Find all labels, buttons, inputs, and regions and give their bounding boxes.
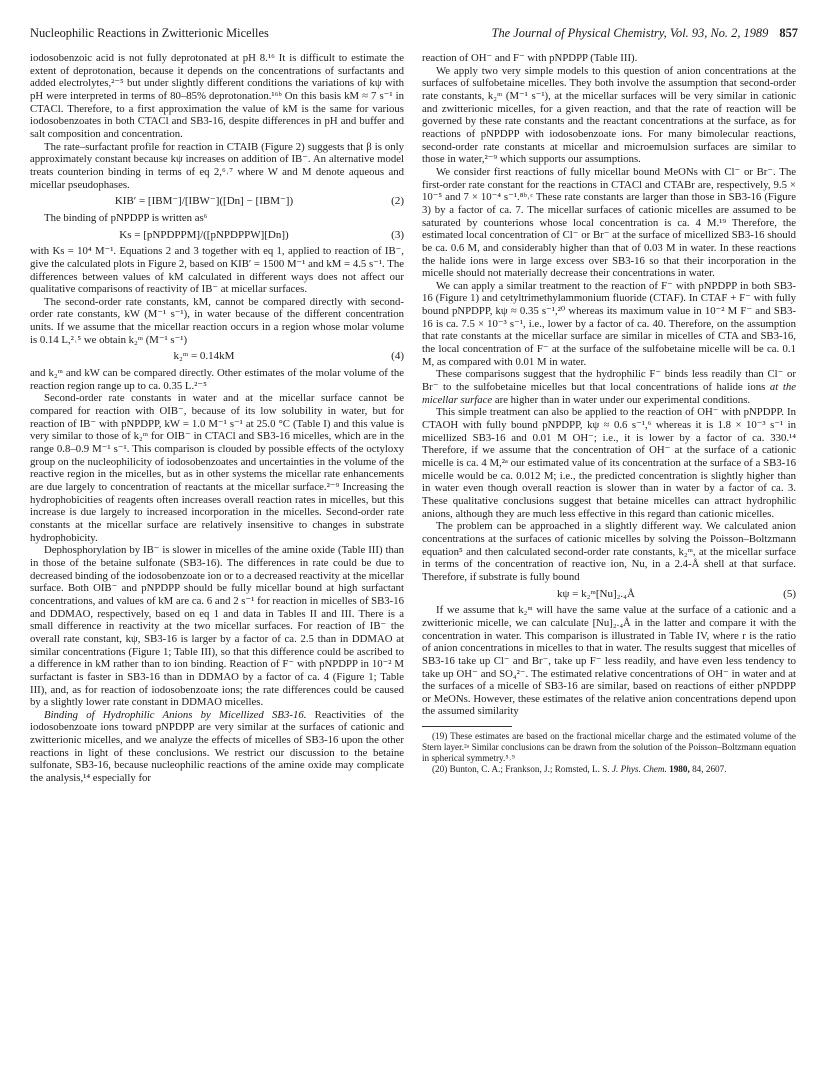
paragraph-text: These comparisons suggest that the hydrophilic F⁻ binds less readily than Cl⁻ or Br⁻ to the sulfobetaine micelles but that local concentrations of halide ions — [422, 368, 796, 394]
equation-number: (5) — [783, 587, 796, 600]
paragraph: The second-order rate constants, kM, cannot be compared directly with second-order rate constants, kW (M⁻¹ s⁻¹), in water because of the different concentration units. If we assume that the micellar reaction occurs in a region whose molar volume is 0.14 L,²˒⁵ we obtain k₂ᵐ (M⁻¹ s⁻¹) — [30, 295, 404, 346]
footnote-divider — [422, 726, 512, 727]
equation-number: (3) — [391, 228, 404, 241]
footnote-20 — [422, 764, 796, 775]
paragraph — [422, 368, 796, 406]
paragraph — [30, 709, 404, 785]
running-title: Nucleophilic Reactions in Zwitterionic Micelles — [30, 26, 269, 40]
equation-body: KIB′ = [IBM⁻]/[IBW⁻]([Dn] − [IBM⁻]) — [114, 195, 294, 208]
paragraph: We apply two very simple models to this question of anion concentrations at the surfaces of sulfobetaine micelles. They both involve the assumption that second-order rate constants, k₂ᵐ (M⁻¹ s⁻¹), at the micellar surfaces will be very similar in cationic and zwitterionic micelles, for a given reaction, and that the rate of reaction will be governed by these rate constants and the reactant concentrations at the surface, as for reactions of pNPDPP with iodosobenzoate ions. For many bimolecular reactions, second-order rate constants at micellar and microemulsion surfaces are similar to those in water,²⁻⁹ which supports our assumptions. — [422, 64, 796, 166]
footnote-text: 84, 2607. — [689, 763, 727, 774]
equation-3 — [30, 229, 404, 242]
citation-year: 1980, — [666, 763, 690, 774]
equation-5 — [422, 588, 796, 601]
paragraph: Second-order rate constants in water and at the micellar surface cannot be compared for reaction with OIB⁻, because of its low solubility in water, but for reaction of IB⁻ with pNPDPP, kW = 1.0 M⁻¹ s⁻¹ at 25.0 °C (Table I) and this value is very similar to those of k₂ᵐ for OIB⁻ in CTACl and SB3-16 micelles, which are in the range 0.8–0.9 M⁻¹ s⁻¹. This comparison is clouded by possible effects of the octyloxy group on the nucleophilicity of iodosobenzoates and uncertainties in the volume of the reactive region in the micelles, but as in other systems the micellar rate enhancements are due largely to concentration of reactants at the micellar surface.²⁻⁹ Increasing the hydrophobicities of reagents often increases overall reaction rates in micelles, but this increase is due largely to increased incorporation in the micelles. Second-order rate constants at the micellar surface are relatively insensitive to changes in substrate hydrophobicity. — [30, 392, 404, 544]
equation-body: k₂ᵐ = 0.14kM — [173, 350, 235, 363]
journal-abbrev: J. Phys. Chem. — [611, 763, 667, 774]
paragraph-text: are higher than in water under our experimental conditions. — [492, 393, 751, 406]
left-column — [30, 52, 404, 785]
paragraph: The binding of pNPDPP is written as⁶ — [44, 211, 208, 224]
footnote-19: (19) These estimates are based on the fractional micellar charge and the estimated volume of the Stern layer.²ᵃ Similar conclusions can be drawn from the solution of the Poisson–Boltzmann equation in spherical symmetry.⁵˒⁹ — [422, 731, 796, 763]
right-column — [422, 52, 796, 774]
equation-2 — [30, 195, 404, 208]
paragraph: iodosobenzoic acid is not fully deprotonated at pH 8.¹⁶ It is difficult to estimate the extent of deprotonation, because it depends on the concentrations of surfactants and added electrolytes,²⁻⁵ but under slightly different conditions the variations of kψ with pH were interpreted in terms of 80–85% deprotonation.¹⁶ᵇ On this basis kM ≈ 7 s⁻¹ in CTACl. Therefore, to a first approximation the value of kM is the same for various iodosobenzoates in both CTACl and SB3-16, despite differences in pH and buffer and salt composition and concentration. — [30, 52, 404, 140]
section-heading: Binding of Hydrophilic Anions by Micellized SB3-16. — [44, 708, 307, 721]
equation-number: (2) — [391, 195, 404, 208]
emphasis: at the micellar surface — [422, 381, 796, 406]
equation-body: kψ = k₂ᵐ[Nu]₂.₄Å — [557, 587, 635, 600]
equation-4 — [30, 350, 404, 363]
page-header — [30, 26, 798, 44]
paragraph: and k₂ᵐ and kW can be compared directly. Other estimates of the molar volume of the reaction region range up to ca. 0.35 L.²⁻⁵ — [30, 367, 404, 392]
footnote-text: (20) Bunton, C. A.; Frankson, J.; Romsted, L. S. — [432, 763, 612, 774]
journal-citation — [492, 26, 798, 41]
paragraph: We can apply a similar treatment to the reaction of F⁻ with pNPDPP in both SB3-16 (Figure 1) and cetyltrimethylammonium fluoride (CTAF). In CTAF + F⁻ with fully bound pNPDPP, kψ ≈ 0.35 s⁻¹,²⁰ whereas its maximum value in 10⁻² M F⁻ and SB3-16 is ca. 7.5 × 10⁻³ s⁻¹, i.e., lower by a factor of ca. 40. Therefore, on the assumption that rate constants at the micellar surface are similar in micelles of CTA and SB3-16, the local concentration of F⁻ at the surface of the sulfobetaine micelle will be ca. 0.1 M, as compared with 0.01 M in water. — [422, 279, 796, 368]
paragraph: We consider first reactions of fully micellar bound MeONs with Cl⁻ or Br⁻. The first-order rate constant for the reactions in CTACl and CTABr are, respectively, 9.5 × 10⁻⁵ and 7 × 10⁻⁴ s⁻¹.⁸ᵇ˒ᶜ These rate constants are larger than those in SB3-16 (Figure 3) by a factor of ca. 7. The micellar surfaces of cationic micelles are assumed to be saturated by counterions whose local concentration is ca. 4 M.¹⁹ Therefore, the estimated local concentration of Cl⁻ or Br⁻ at the surface of micellized SB3-16 should be ca. 0.6 M, and considerably higher than that of 0.03 M in water. In these reactions the halide ions were in large excess over SB3-16 so that their incorporation in the micelle should not materially decrease their concentrations in water. — [422, 165, 796, 280]
footnotes — [422, 731, 796, 774]
page-number: 857 — [779, 26, 798, 40]
paragraph: reaction of OH⁻ and F⁻ with pNPDPP (Table III). — [422, 52, 638, 64]
paragraph: The problem can be approached in a slightly different way. We calculated anion concentrations at the surfaces of cationic micelles by solving the Poisson–Boltzmann equation⁵ and then calculated second-order rate constants, k₂ᵐ, at the micellar surface in terms of the concentration of reactive ion, Nu, in a 2.4-Å shell at that surface. Therefore, if substrate is fully bound — [422, 520, 796, 583]
paragraph: Dephosphorylation by IB⁻ is slower in micelles of the amine oxide (Table III) than in those of the betaine sulfonate (SB3-16). The differences in rate could be due to decreased binding of the iodosobenzoate ion or to a decreased reactivity at the micellar surface. Both OIB⁻ and pNPDPP should be fully micellar bound at high surfactant concentrations, and values of kM are ca. 6 and 2 s⁻¹ for reaction in micelles of SB3-16 and DDMAO, respectively, based on eq 1 and data in Tables II and III. There is a small difference in reactivity at the two micellar surfaces. For reaction of IB⁻ the overall rate constant, kψ, SB3-16 is larger by a factor of ca. 2.5 than in DDMAO at similar concentrations (Figure 1; Table III), so that this difference could be ascribed to a difference in kM rather than to ion binding. Reaction of F⁻ with pNPDPP in 10⁻² M surfactant is faster in SB3-16 than in DDMAO by a factor of ca. 4 (Figure 1; Table III), and, as for reaction of iodosobenzoate ions; the rate differences could be caused by a slightly lower rate constant in DDMAO micelles. — [30, 544, 405, 709]
paragraph: This simple treatment can also be applied to the reaction of OH⁻ with pNPDPP. In CTAOH with fully bound pNPDPP, kψ ≈ 0.6 s⁻¹,⁶ whereas it is 1.8 × 10⁻³ s⁻¹ in micellized SB3-16 and 0.01 M OH⁻; i.e., it is lower by a factor of ca. 330.¹⁴ Therefore, if we assume that the concentration of OH⁻ at the surface of a cationic micelle is ca. 4 M,²ᵃ our estimated value of its concentration at the surface of a SB3-16 micelle would be ca. 0.012 M; i.e., the predicted concentration is slightly higher than in water even though overall reaction is slower than in water by a factor of ca. 3. These qualitative conclusions suggest that betaine micelles can attract hydrophilic anions, although they are much less effective in this regard than cationic micelles. — [422, 406, 796, 520]
paragraph-text: Reactivities of the iodosobenzoate ions toward pNPDPP are very similar at the surfaces of cationic and zwitterionic micelles, and we analyze the effects of micelles of SB3-16 upon the other reactions in light of these conclusions. We restrict our discussion to the betaine sulfonate, SB3-16, because nucleophilic reactions of the amine oxide may complicate the analysis,¹⁴ especially for — [30, 708, 405, 785]
equation-body: Ks = [pNPDPPM]/([pNPDPPW][Dn]) — [119, 228, 289, 241]
equation-number: (4) — [391, 350, 404, 363]
journal-name: The Journal of Physical Chemistry, Vol. 93, No. 2, 1989 — [491, 26, 769, 40]
paragraph: If we assume that k₂ᵐ will have the same value at the surface of a cationic and a zwitterionic micelle, we can calculate [Nu]₂.₄Å in the latter and compare it with the concentration in water. This comparison is illustrated in Table IV, where r is the ratio of anion concentrations in micelles to that in water. The results suggest that micelles of SB3-16 take up Cl⁻ and Br⁻, take up F⁻ less readily, and have even less tendency to take up OH⁻ and SO₄²⁻. The estimated relative concentrations of OH⁻ in water and at the surfaces of a micelle of SB3-16 are similar, based on reactions of either pNPDPP or MeONs. However, these estimates of the relative anion concentrations depend upon the assumed similarity — [422, 604, 796, 718]
paragraph: with Ks = 10⁴ M⁻¹. Equations 2 and 3 together with eq 1, applied to reaction of IB⁻, give the calculated plots in Figure 2, based on KIB′ = 1500 M⁻¹ and kM = 4.5 s⁻¹. The differences between values of kM calculated in different ways does not affect our qualitative comparisons of reactivity of IB⁻ at micellar surfaces. — [30, 245, 404, 296]
paragraph: The rate–surfactant profile for reaction in CTAIB (Figure 2) suggests that β is only approximately constant because kψ increases on addition of IB⁻. An alternative model treats counterion binding in terms of eq 2,⁶˒⁷ where W and M denote aqueous and micellar pseudophases. — [30, 140, 404, 191]
